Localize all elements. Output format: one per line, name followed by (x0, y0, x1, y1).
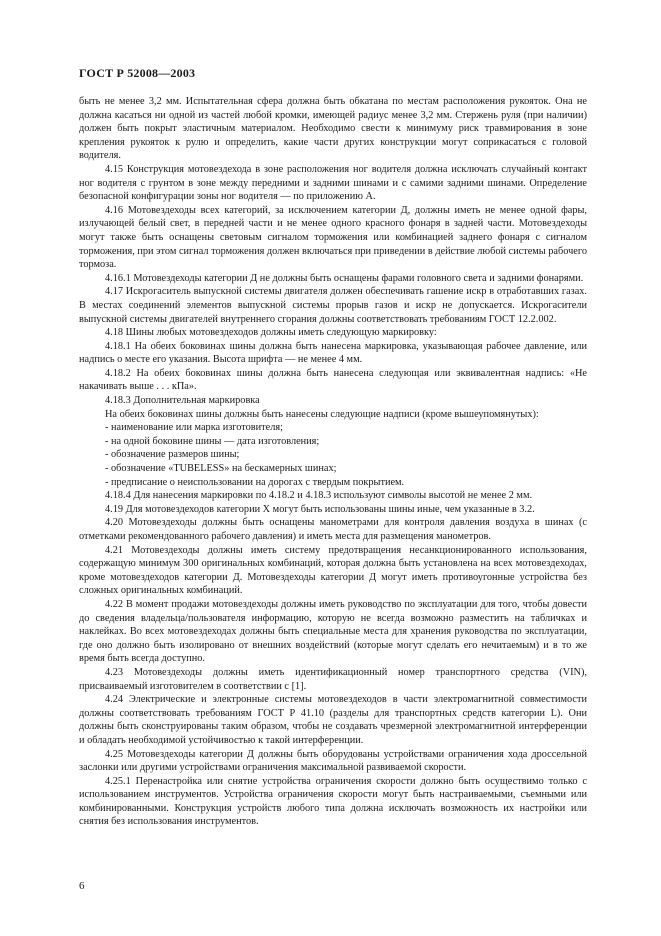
paragraph: 4.18.2 На обеих боковинах шины должна быть нанесена следующая или эквивалентная надпись: «Не накачивать выше . . . кПа». (79, 367, 587, 393)
paragraph: 4.25.1 Перенастройка или снятие устройства ограничения скорости должно быть осуществимо только с использованием инструментов. Устройства ограничения скорости могут быть настраиваемыми, съемными или комбинированными. Конструкция устройств любого типа должна исключать возможность их настройки или снятия без использования инструментов. (79, 775, 587, 828)
paragraph: 4.17 Искрогаситель выпускной системы двигателя должен обеспечивать гашение искр в отработавших газах. В местах соединений элементов выпускной системы прорыв газов и искр не допускается. Искрогасители выпускной системы двигателей внутреннего сгорания должны соответствовать требованиям ГОСТ 12.2.002. (79, 286, 587, 325)
paragraph: 4.24 Электрические и электронные системы мотовездеходов в части электромагнитной совместимости должны соответствовать требованиям ГОСТ Р 41.10 (разделы для транспортных средств категории L). Они должны быть сконструированы таким образом, чтобы не создавать чрезмерной электромагнитной интерференции и обладать необходимой устойчивостью к такой интерференции. (79, 694, 587, 746)
paragraph: 4.15 Конструкция мотовездехода в зоне расположения ног водителя должна исключать случайный контакт ног водителя с грунтом в зоне между передними и задними шинами и с самими задними шинами. Определение безопасной конфигурации зоны ног водителя — по приложению А. (79, 163, 587, 203)
document-body (79, 95, 587, 829)
list-item: - наименование или марка изготовителя; (105, 422, 283, 434)
list-item: - обозначение «TUBELESS» на бескамерных шинах; (105, 463, 337, 475)
list-item: - предписание о неиспользовании на дорогах с твердым покрытием. (105, 476, 405, 488)
paragraph: быть не менее 3,2 мм. Испытательная сфера должна быть обкатана по местам расположения рукояток. Она не должна касаться ни одной из частей любой кромки, имеющей радиус менее 3,2 мм. Стержень руля (при наличии) должен быть покрыт эластичным материалом. Необходимо свести к минимуму риск травмирования в зоне крепления рукояток к рулю и определить, какие части других конструкции могут соприкасаться с головой водителя. (79, 96, 587, 162)
paragraph: 4.21 Мотовездеходы должны иметь систему предотвращения несанкционированного использования, содержащую минимум 300 оригинальных комбинаций, которая должна быть установлена на всех мотовездеходах, кроме мотовездеходов категории Д. Мотовездеходы категории Д могут иметь противоугонные устройства без сложных оригинальных комбинаций. (79, 544, 587, 597)
paragraph: 4.23 Мотовездеходы должны иметь идентификационный номер транспортного средства (VIN), присваиваемый изготовителем в соответствии с [1]. (79, 666, 587, 692)
paragraph: 4.22 В момент продажи мотовездеходы должны иметь руководство по эксплуатации для того, чтобы довести до сведения владельца/пользователя информацию, которую не всегда возможно разместить на табличках и наклейках. Во всех мотовездеходах должны быть специальные места для хранения руководства по эксплуатации, где оно должно быть изолировано от внешних воздействий (которые могут сделать его нечитаемым) и в то же время быть всегда доступно. (79, 598, 587, 665)
list-item: - на одной боковине шины — дата изготовления; (105, 435, 320, 447)
page-number: 6 (79, 880, 85, 892)
paragraph: На обеих боковинах шины должны быть нанесены следующие надписи (кроме вышеупомянутых): (105, 408, 539, 420)
document-header: ГОСТ Р 52008—2003 (79, 66, 196, 80)
paragraph: 4.25 Мотовездеходы категории Д должны быть оборудованы устройствами ограничения хода дроссельной заслонки или другими устройствами ограничения максимальной развиваемой скорости. (79, 748, 587, 774)
paragraph: 4.19 Для мотовездеходов категории Х могут быть использованы шины иные, чем указанные в 3.2. (105, 503, 535, 515)
paragraph: 4.16 Мотовездеходы всех категорий, за исключением категории Д, должны иметь не менее одной фары, излучающей белый свет, в передней части и не менее одного красного фонаря в задней части. Мотовездеходы могут также быть оснащены световым сигналом торможения или комбинацией заднего фонаря с сигналом торможения, при этом сигнал торможения должен включаться при приведении в действие любой системы рабочего тормоза. (79, 204, 587, 271)
paragraph: 4.18.1 На обеих боковинах шины должна быть нанесена маркировка, указывающая рабочее давление, или надпись о месте его указания. Высота шрифта — не менее 4 мм. (79, 340, 587, 366)
paragraph: 4.16.1 Мотовездеходы категории Д не должны быть оснащены фарами головного света и задними фонарями. (105, 272, 584, 284)
paragraph: 4.20 Мотовездеходы должны быть оснащены манометрами для контроля давления воздуха в шинах (с отметками рекомендованного рабочего давления) и иметь места для размещения манометров. (79, 517, 587, 542)
list-item: - обозначение размеров шины; (105, 449, 240, 461)
paragraph: 4.18.3 Дополнительная маркировка (105, 395, 260, 407)
paragraph: 4.18 Шины любых мотовездеходов должны иметь следующую маркировку: (105, 327, 437, 339)
paragraph: 4.18.4 Для нанесения маркировки по 4.18.2 и 4.18.3 используют символы высотой не менее 2 мм. (105, 490, 533, 502)
